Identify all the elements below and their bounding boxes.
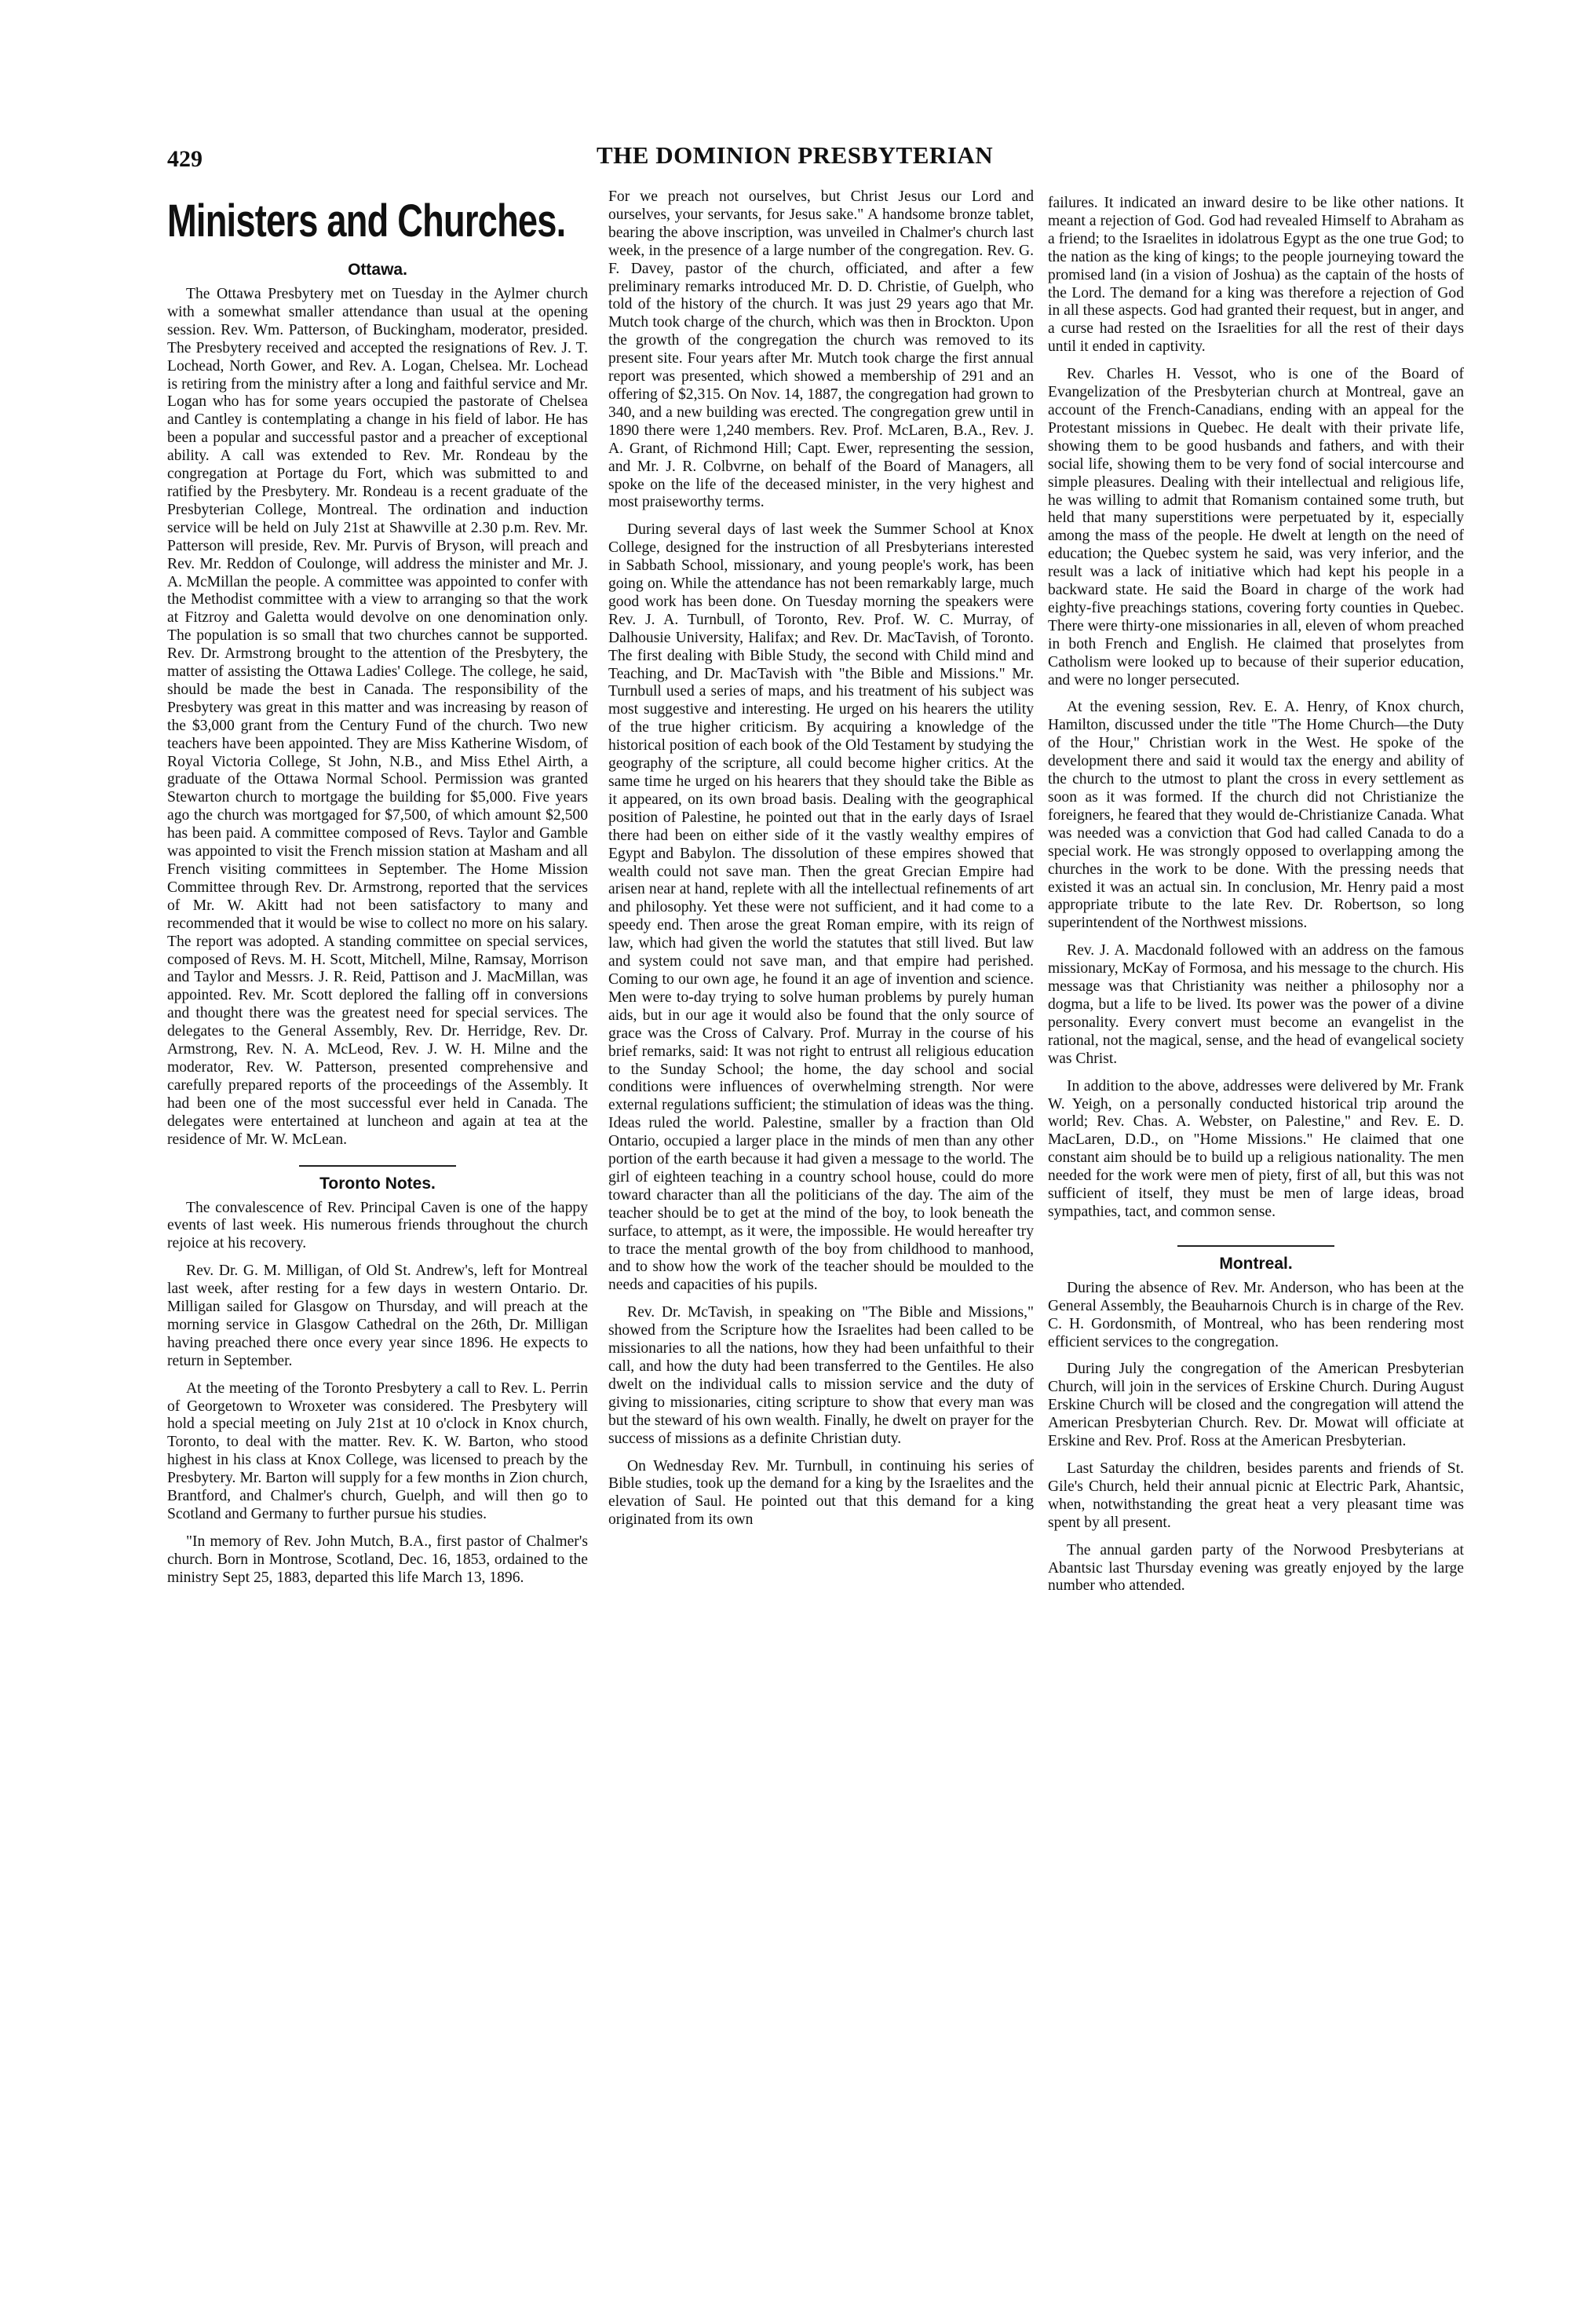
section-heading-ottawa: Ottawa.: [348, 261, 407, 279]
article-paragraph: failures. It indicated an inward desire to be like other nations. It meant a rejection of God. God had revealed Himself to Abraham as a friend; to the Israelites in idolatrous Egypt as the one true God; to the nation as the king of kings; to the people journeying toward the promised land (in a vision of Joshua) as the captain of the hosts of the Lord. The demand for a king was therefore a rejection of God in all these aspects. God had granted their request, but in anger, and a curse had rested on the Israelities for all the rest of their days until it ended in captivity.: [1048, 195, 1464, 356]
article-paragraph: Rev. Dr. McTavish, in speaking on "The Bible and Missions," showed from the Scripture how the Israelites had been called to be missionaries to all the nations, how they had been unfaithful to their call, and how the duty had been transferred to the Gentiles. He also dwelt on the individual calls to mission service and the duty of giving to missionaries, citing scripture to show that every man was but the steward of his own wealth. Finally, he dwelt on prayer for the success of missions as a definite Christian duty.: [608, 1304, 1034, 1447]
section-heading-toronto: Toronto Notes.: [319, 1174, 436, 1193]
article-paragraph: On Wednesday Rev. Mr. Turnbull, in continuing his series of Bible studies, took up the demand for a king by the Israelites and the elevation of Saul. He pointed out that this demand for a king originated from its own: [608, 1457, 1034, 1529]
article-paragraph: At the meeting of the Toronto Presbytery a call to Rev. L. Perrin of Georgetown to Wroxeter was considered. The Presbytery will hold a special meeting on July 21st at 10 o'clock in Knox church, Toronto, to deal with the matter. Rev. K. W. Barton, who stood highest in his class at Knox College, was licensed to preach by the Presbytery. Mr. Barton will supply for a few months in Zion church, Brantford, and Chalmer's church, Guelph, and will then go to Scotland and Germany to further pursue his studies.: [167, 1379, 588, 1522]
article-paragraph: Last Saturday the children, besides parents and friends of St. Gile's Church, held their annual picnic at Electric Park, Ahantsic, when, notwithstanding the great heat a very pleasant time was spent by all present.: [1048, 1460, 1464, 1531]
column-1: [167, 188, 588, 1597]
article-paragraph: During several days of last week the Summer School at Knox College, designed for the instruction of all Presbyterians interested in Sabbath School, missionary, and young people's work, has been going on. While the attendance has not been remarkably large, much good work has been done. On Tuesday morning the speakers were Rev. J. A. Turnbull, of Toronto, Rev. Prof. W. C. Murray, of Dalhousie University, Halifax; and Rev. Dr. MacTavish, of Toronto. The first dealing with Bible Study, the second with Child mind and Teaching, and Dr. MacTavish with "the Bible and Missions." Mr. Turnbull used a series of maps, and his treatment of his subject was most suggestive and interesting. He urged on his hearers the utility of the true higher criticism. By acquiring a knowledge of the historical position of each book of the Old Testament by studying the geography of the scripture, all could become higher critics. At the same time he urged on his hearers that they should take the Bible as it appeared, on its own broad basis. Dealing with the geographical position of Palestine, he pointed out that in the early days of Israel there had been on either side of it the vastly wealthy empires of Egypt and Babylon. The dissolution of these empires showed that wealth could not save man. Then the great Grecian Empire had arisen near at hand, replete with all the intellectual refinements of art and philosophy. Yet these were not sufficient, and it had come to a speedy end. Then arose the great Roman empire, with its reign of law, which had given the world the statutes that still lived. But law and system could not save man, and that empire had perished. Coming to our own age, he found it an age of invention and science. Men were to-day trying to solve human problems by purely human aids, but in our age it would also be found that the only source of grace was the Cross of Calvary. Prof. Murray in the course of his brief remarks, said: It was not right to entrust all religious education to the Sunday School; the home, the day school and social conditions were influences of overwhelming strength. Nor were external regulations sufficient; the stimulation of ideas was the thing. Ideas ruled the world. Palestine, smaller by a fraction than Old Ontario, occupied a larger place in the minds of men than any other portion of the earth because it had given a message to the world. The girl of eighteen teaching in a country school house, could do more toward character than all the politicians of the day. The aim of the teacher should be to get at the mind of the boy, to look beneath the surface, to attempt, as it were, the impossible. He would hereafter try to trace the mental growth of the boy from childhood to manhood, and to show how the work of the teacher should be moulded to the needs and capacities of his pupils.: [608, 521, 1034, 1294]
article-paragraph: At the evening session, Rev. E. A. Henry, of Knox church, Hamilton, discussed under the title "The Home Church—the Duty of the Hour," Christian work in the West. He spoke of the development there and said it would tax the energy and ability of the church to the utmost to plant the cross in every settlement as soon as it was formed. If the church did not Christianize the foreigners, he feared that they would de-Christianize Canada. What was needed was a conviction that God had called Canada to do a special work. He was strongly opposed to overlapping among the churches in the work to be done. With the pressing needs that existed it was an actual sin. In conclusion, Mr. Henry paid a most appropriate tribute to the late Rev. Dr. Robertson, so long superintendent of the Northwest missions.: [1048, 699, 1464, 932]
column-2: [608, 188, 1034, 1539]
section-divider: [299, 1165, 456, 1167]
running-head: THE DOMINION PRESBYTERIAN: [597, 141, 994, 169]
section-heading-montreal: Montreal.: [1219, 1254, 1293, 1273]
section-divider: [1177, 1245, 1334, 1247]
article-paragraph: The convalescence of Rev. Principal Caven is one of the happy events of last week. His numerous friends throughout the church rejoice at his recovery.: [167, 1199, 588, 1252]
article-paragraph: Rev. J. A. Macdonald followed with an address on the famous missionary, McKay of Formosa, and his message to the church. His message was that Christianity was neither a philosophy nor a dogma, but a life to be lived. Its power was the power of a divine personality. Every convert must become an evangelist in the rational, not the magical, sense, and the head of evangelical society was Christ.: [1048, 942, 1464, 1067]
article-paragraph: During July the congregation of the American Presbyterian Church, will join in the services of Erskine Church. During August Erskine Church will be closed and the congregation will attend the American Presbyterian Church. Rev. Dr. Mowat will officiate at Erskine and Rev. Prof. Ross at the American Presbyterian.: [1048, 1361, 1464, 1450]
article-paragraph: The Ottawa Presbytery met on Tuesday in the Aylmer church with a somewhat smaller attendance than usual at the opening session. Rev. Wm. Patterson, of Buckingham, moderator, presided. The Presbytery received and accepted the resignations of Rev. J. T. Lochead, North Gower, and Rev. A. Logan, Chelsea. Mr. Lochead is retiring from the ministry after a long and faithful service and Mr. Logan who has for some years occupied the pastorate of Chelsea and Cantley is contemplating a change in his field of labor. He has been a popular and successful pastor and a preacher of exceptional ability. A call was extended to Rev. Mr. Rondeau by the congregation at Portage du Fort, which was submitted to and ratified by the Presbytery. Mr. Rondeau is a recent graduate of the Presbyterian College, Montreal. The ordination and induction service will be held on July 21st at Shawville at 2.30 p.m. Rev. Mr. Patterson will preside, Rev. Mr. Purvis of Bryson, will preach and Rev. Mr. Reddon of Coulonge, will address the minister and Mr. J. A. McMillan the people. A committee was appointed to confer with the Methodist committee with a view to arranging so that the work at Fitzroy and Galetta would devolve on one denomination only. The population is so small that two churches cannot be supported. Rev. Dr. Armstrong brought to the attention of the Presbytery, the matter of assisting the Ottawa Ladies' College. The college, he said, should be made the best in Canada. The responsibility of the Presbytery was great in this matter and was increasing by reason of the $3,000 grant from the Century Fund of the church. Two new teachers have been appointed. They are Miss Katherine Wisdom, of Royal Victoria College, St John, N.B., and Miss Ethel Airth, a graduate of the Ottawa Normal School. Permission was granted Stewarton church to mortgage the building for $5,000. Five years ago the church was mortgaged for $7,500, of which amount $2,500 has been paid. A committee composed of Revs. Taylor and Gamble was appointed to visit the French mission station at Masham and all French visiting committees in September. The Home Mission Committee through Rev. Dr. Armstrong, reported that the services of Mr. W. Akitt had not been satisfactory to many and recommended that it would be wise to collect no more on his salary. The report was adopted. A standing committee on special services, composed of Revs. M. H. Scott, Mitchell, Milne, Ramsay, Morrison and Taylor and Messrs. J. R. Reid, Pattison and J. MacMillan, was appointed. Rev. Mr. Scott deplored the falling off in conversions and thought there was the greatest need for special services. The delegates to the General Assembly, Rev. Dr. Herridge, Rev. Dr. Armstrong, Rev. N. A. McLeod, Rev. J. W. H. Milne and the moderator, Rev. W. Patterson, presented comprehensive and carefully prepared reports of the proceedings of the Assembly. It had been one of the most successful ever held in Canada. The delegates were entertained at luncheon and again at tea at the residence of Mr. W. McLean.: [167, 286, 588, 1148]
column-3: [1048, 195, 1464, 1605]
article-paragraph: Rev. Dr. G. M. Milligan, of Old St. Andrew's, left for Montreal last week, after resting for a few days in western Ontario. Dr. Milligan sailed for Glasgow on Thursday, and will preach at the morning service in Glasgow Cathedral on the 26th, Dr. Milligan having preached there once every year since 1896. He expects to return in September.: [167, 1262, 588, 1369]
article-paragraph: The annual garden party of the Norwood Presbyterians at Abantsic last Thursday evening was greatly enjoyed by the large number who attended.: [1048, 1541, 1464, 1595]
article-paragraph: During the absence of Rev. Mr. Anderson, who has been at the General Assembly, the Beauharnois Church is in charge of the Rev. C. H. Gordonsmith, of Montreal, who has been rendering most efficient services to the congregation.: [1048, 1279, 1464, 1350]
page-title: Ministers and Churches.: [167, 195, 566, 247]
article-paragraph: For we preach not ourselves, but Christ Jesus our Lord and ourselves, your servants, for Jesus sake." A handsome bronze tablet, bearing the above inscription, was unveiled in Chalmer's church last week, in the presence of a large number of the congregation. Rev. G. F. Davey, pastor of the church, officiated, and after a few preliminary remarks introduced Mr. D. D. Christie, of Guelph, who told of the history of the church. It was just 29 years ago that Mr. Mutch took charge of the church, which was then in Brockton. Upon the growth of the congregation the church was removed to its present site. Four years after Mr. Mutch took charge the first annual report was presented, which showed a membership of 291 and an offering of $2,315. On Nov. 14, 1887, the congregation had grown to 340, and a new building was erected. The congregation grew until in 1890 there were 1,240 members. Rev. Prof. McLaren, B.A., Rev. J. A. Grant, of Richmond Hill; Capt. Ewer, representing the session, and Mr. J. R. Colbvrne, on behalf of the Board of Managers, all spoke on the life of the deceased minister, in the very highest and most praiseworthy terms.: [608, 188, 1034, 511]
article-paragraph: "In memory of Rev. John Mutch, B.A., first pastor of Chalmer's church. Born in Montrose, Scotland, Dec. 16, 1853, ordained to the ministry Sept 25, 1883, departed this life March 13, 1896.: [167, 1533, 588, 1586]
article-paragraph: In addition to the above, addresses were delivered by Mr. Frank W. Yeigh, on a personally conducted historical trip around the world; Rev. Chas. A. Webster, on Palestine," and Rev. E. D. MacLaren, D.D., on "Home Missions." He claimed that one constant aim should be to build up a religious nationality. The men needed for the work were men of piety, first of all, but this was not sufficient of itself, they must be men of large ideas, broad sympathies, tact, and common sense.: [1048, 1077, 1464, 1220]
article-paragraph: Rev. Charles H. Vessot, who is one of the Board of Evangelization of the Presbyterian church at Montreal, gave an account of the French-Canadians, ending with an appeal for the Protestant missions in Quebec. He dealt with their private life, showing them to be good husbands and fathers, and with their social life, showing them to be very fond of social intercourse and simple pleasures. Dealing with their intellectual and religious life, he was willing to admit that Romanism contained some truth, but held that many superstitions were perpetuated by it, especially among the mass of the people. He dwelt at length on the need of education; the Quebec system he said, was very inferior, and the result was a lack of initiative which had kept his people in a backward state. He said the Board in charge of the work had eighty-five preachings stations, covering forty counties in Quebec. There were thirty-one missionaries in all, eleven of whom preached in both French and English. He claimed that proselytes from Catholism were looked up to because of their superior education, and were no longer persecuted.: [1048, 366, 1464, 689]
page-number: 429: [167, 146, 203, 172]
